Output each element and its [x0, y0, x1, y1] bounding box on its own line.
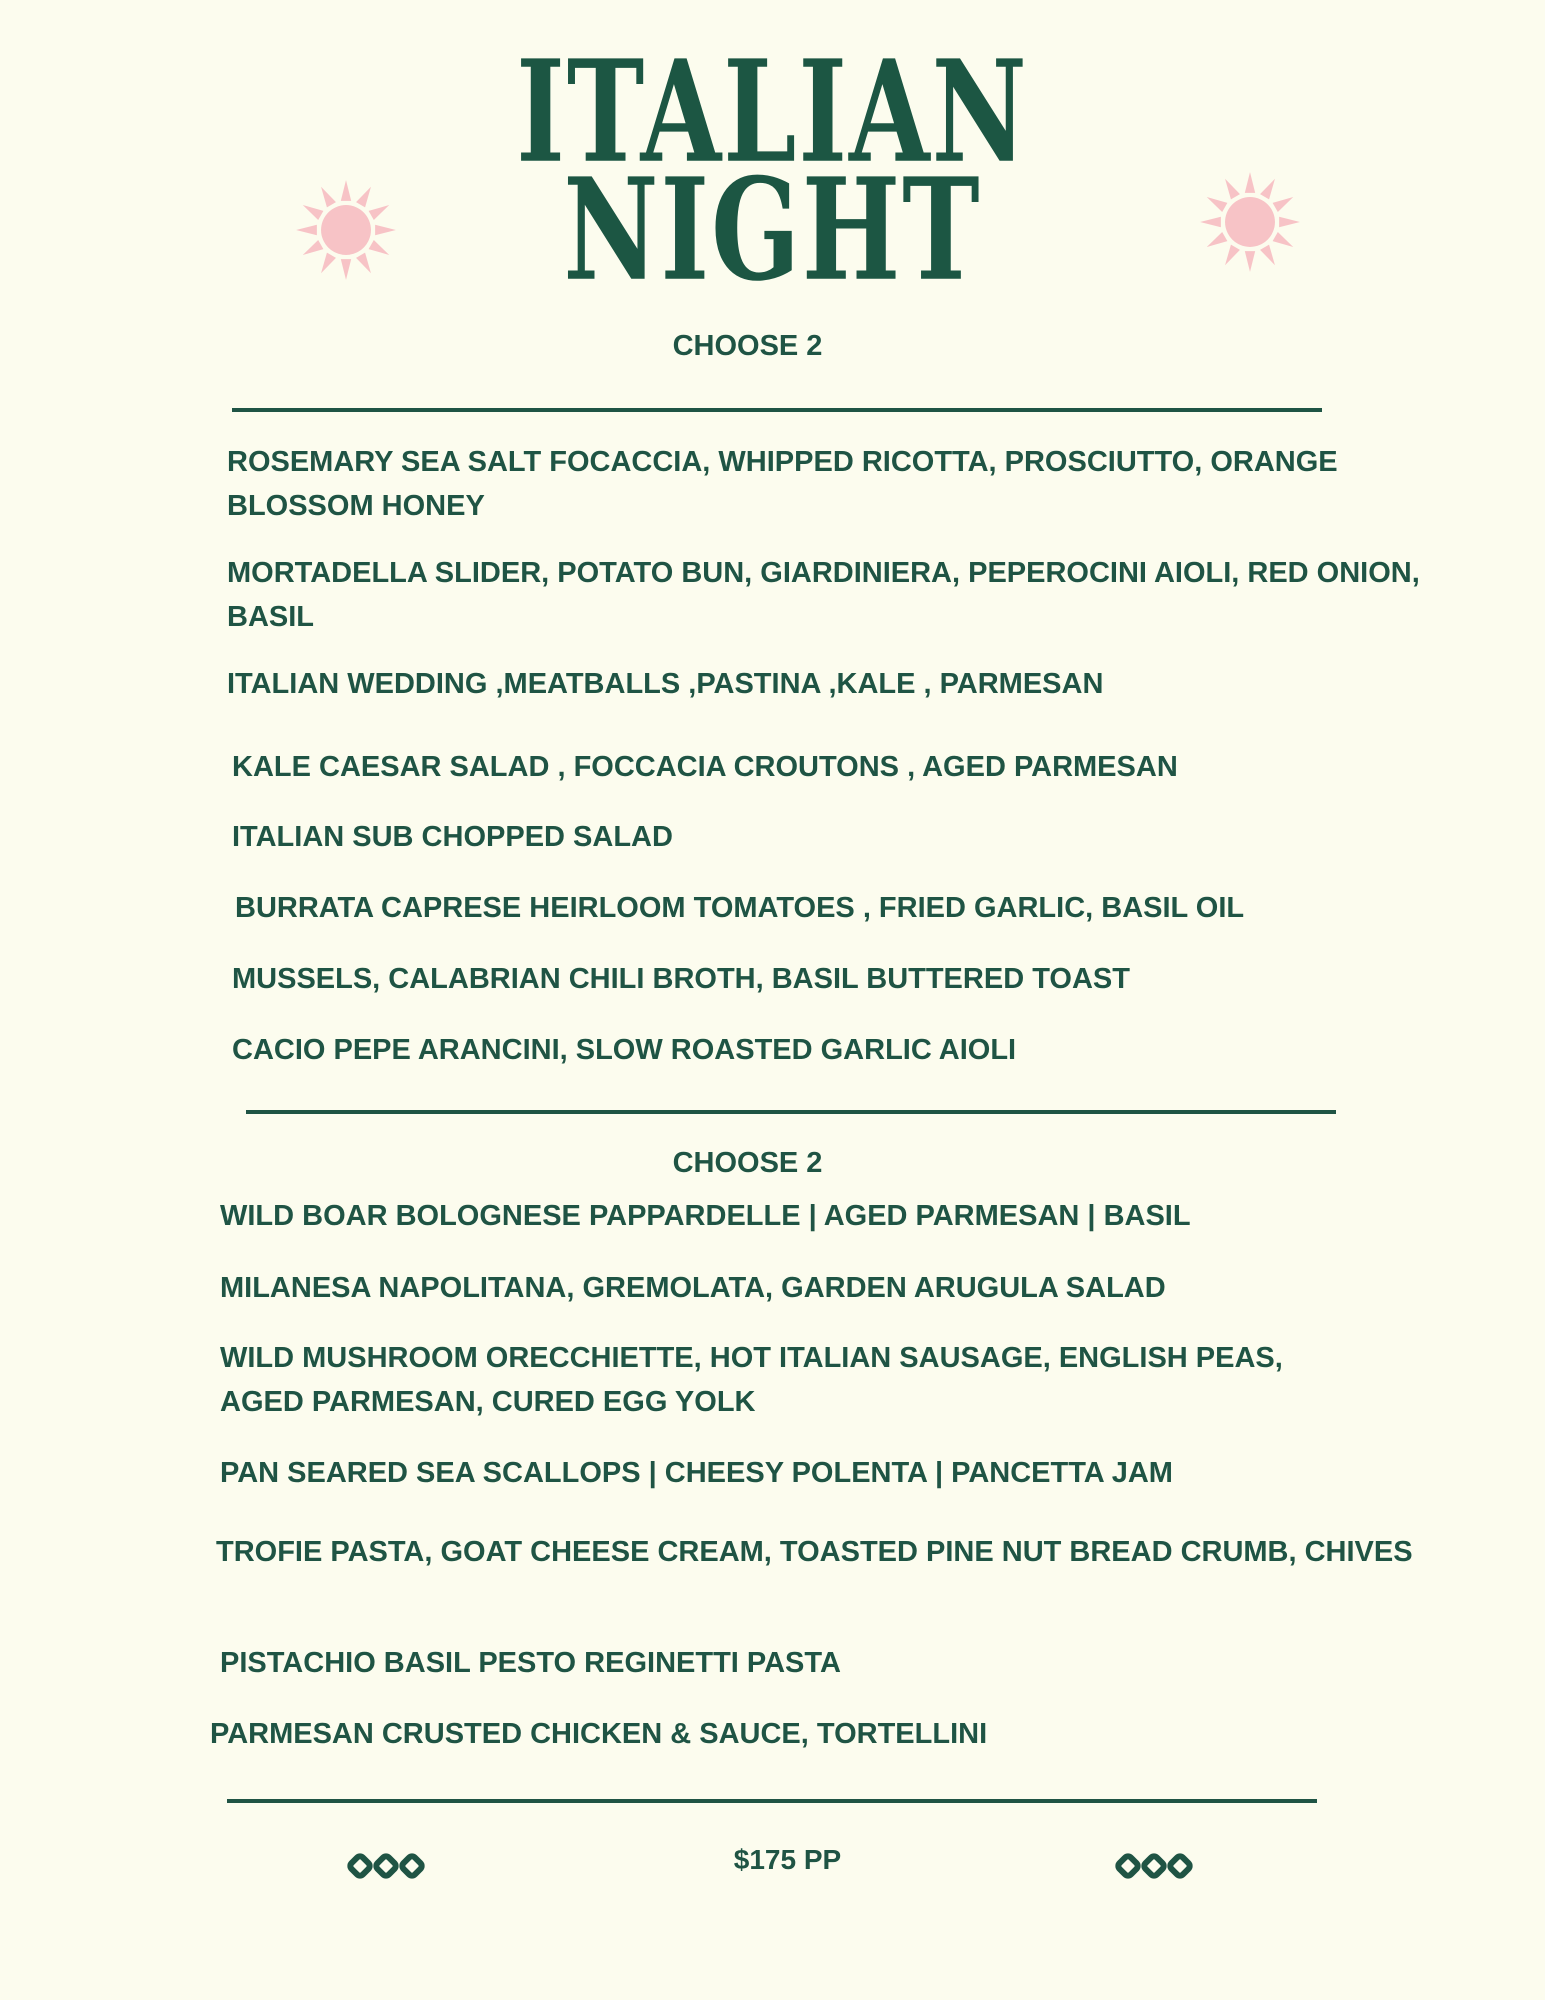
price-per-person: $175 PP	[733, 1844, 842, 1875]
divider	[246, 1110, 1336, 1114]
menu-item: KALE CAESAR SALAD , FOCCACIA CROUTONS , AGED PARMESAN	[232, 751, 1178, 783]
section-2-heading: CHOOSE 2	[672, 1147, 823, 1179]
menu-item: MORTADELLA SLIDER, POTATO BUN, GIARDINIERA, PEPEROCINI AIOLI, RED ONION, BASIL	[227, 557, 1420, 633]
menu-item: TROFIE PASTA, GOAT CHEESE CREAM, TOASTED PINE NUT BREAD CRUMB, CHIVES	[216, 1536, 1413, 1568]
section-1-heading: CHOOSE 2	[672, 330, 823, 362]
menu-item: MUSSELS, CALABRIAN CHILI BROTH, BASIL BUTTERED TOAST	[232, 963, 1130, 995]
menu-item: PAN SEARED SEA SCALLOPS | CHEESY POLENTA | PANCETTA JAM	[220, 1457, 1173, 1489]
menu-item: CACIO PEPE ARANCINI, SLOW ROASTED GARLIC AIOLI	[232, 1034, 1017, 1066]
divider	[232, 408, 1322, 412]
menu-title-line-2: NIGHT	[563, 146, 982, 313]
flower-ornament-icon	[1114, 1850, 1198, 1884]
menu-title-line-1: ITALIAN	[516, 28, 1029, 195]
menu-item: ROSEMARY SEA SALT FOCACCIA, WHIPPED RICOTTA, PROSCIUTTO, ORANGE BLOSSOM HONEY	[227, 446, 1338, 522]
menu-item: WILD BOAR BOLOGNESE PAPPARDELLE | AGED PARMESAN | BASIL	[220, 1200, 1191, 1232]
menu-item: PISTACHIO BASIL PESTO REGINETTI PASTA	[220, 1647, 841, 1679]
sun-icon	[1198, 170, 1302, 274]
menu-item: PARMESAN CRUSTED CHICKEN & SAUCE, TORTELLINI	[210, 1718, 988, 1750]
menu-item: WILD MUSHROOM ORECCHIETTE, HOT ITALIAN SAUSAGE, ENGLISH PEAS, AGED PARMESAN, CURED EGG YOLK	[220, 1342, 1283, 1418]
sun-icon	[294, 178, 398, 282]
menu-item: ITALIAN SUB CHOPPED SALAD	[232, 821, 673, 853]
menu-item: BURRATA CAPRESE HEIRLOOM TOMATOES , FRIED GARLIC, BASIL OIL	[235, 892, 1245, 924]
menu-item: MILANESA NAPOLITANA, GREMOLATA, GARDEN ARUGULA SALAD	[220, 1272, 1166, 1304]
divider	[227, 1799, 1317, 1803]
menu-item: ITALIAN WEDDING ,MEATBALLS ,PASTINA ,KALE , PARMESAN	[227, 668, 1104, 700]
